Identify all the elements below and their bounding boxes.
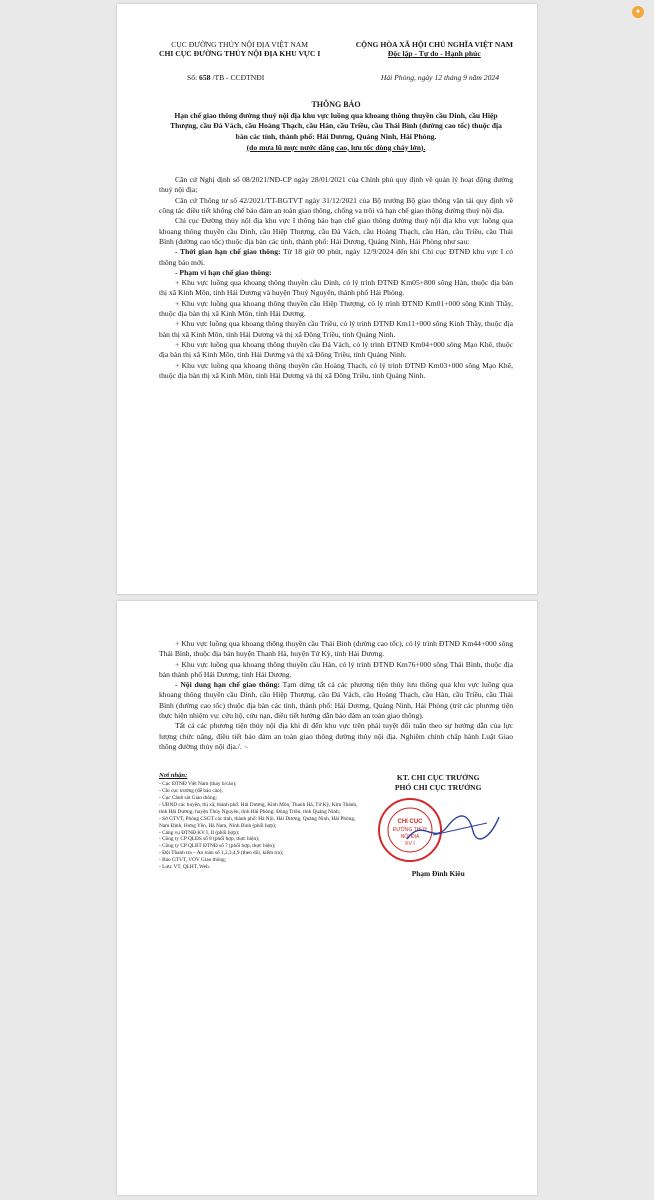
recipient-item: - Cục Cảnh sát Giao thông; <box>159 794 217 801</box>
recipient-item: - Báo GTVT, VOV Giao thông; <box>159 857 227 864</box>
document-number: Số: 658 /TB - CCĐTNĐI <box>187 72 265 82</box>
scope-item: + Khu vực luồng qua khoang thông thuyền cầu Hiệp Thượng, có lý trình ĐTNĐ Km01+000 sông Kinh Thầy, thuộc địa bàn thị xã Kinh Môn, tỉnh Hải Dương. <box>159 298 513 319</box>
svg-text:ĐƯỜNG THỦY: ĐƯỜNG THỦY <box>393 827 428 834</box>
recipient-item: - Lưu: VT, QLHT, Web. <box>159 864 211 871</box>
recipient-item: - Chi cục trưởng (để báo cáo); <box>159 788 223 795</box>
legal-basis-1: Căn cứ Nghị định số 08/2021/NĐ-CP ngày 28/01/2021 của Chính phủ quy định về quản lý hoạt động đường thuỷ nội địa; <box>159 175 513 195</box>
document-subject: Hạn chế giao thông đường thuỷ nội địa khu vực luồng qua khoang thông thuyền cầu Dinh, cầu Hiệp Thượng, cầu Đá Vách, cầu Hoàng Thạch, cầu Hàn, cầu Triều, cầu Thái Bình (đường cao tốc) thuộc địa bàn các tỉnh, thành phố: Hải Dương, Quảng Ninh, Hải Phòng. (do mưa lũ mực nước dâng cao, lưu tốc dòng chảy lớn). <box>170 110 502 152</box>
document-page-1 <box>117 4 537 594</box>
nation-name: CỘNG HÒA XÃ HỘI CHỦ NGHĨA VIỆT NAM <box>355 40 513 49</box>
scope-item: + Khu vực luồng qua khoang thông thuyền cầu Dinh, có lý trình ĐTNĐ Km05+800 sông Hàn, thuộc địa bàn thị xã Kinh Môn, tỉnh Hải Dương và huyện Thuỷ Nguyên, thành phố Hải Phòng. <box>159 278 513 298</box>
place-date: Hải Phòng, ngày 12 tháng 9 năm 2024 <box>380 72 499 82</box>
document-title: THÔNG BÁO <box>311 99 361 109</box>
svg-text:NỘI ĐỊA: NỘI ĐỊA <box>401 834 420 841</box>
restriction-scope-label: - Phạm vi hạn chế giao thông: <box>175 267 272 277</box>
recipient-item: - UBND các huyện, thị xã, thành phố: Hải Dương, Kinh Môn, Thanh Hà, Tứ Kỳ, Kim Thành, tỉnh Hải Dương; huyện Thủy Nguyên, tỉnh Hải Phòng; Đông Triều, tỉnh Quảng Ninh; <box>159 801 358 815</box>
subject-reason: (do mưa lũ mực nước dâng cao, lưu tốc dòng chảy lớn). <box>246 142 426 152</box>
closing-paragraph: Tất cả các phương tiện thủy nội địa khi đi đến khu vực trên phải tuyệt đối tuân theo sự hướng dẫn của lực lượng chức năng, điều tiết bảo đảm an toàn giao thông đường thủy nội địa. Nghiêm chỉnh chấp hành Luật Giao thông đường thủy nội địa./. ~ <box>159 721 513 751</box>
document-footer <box>159 772 513 879</box>
scope-item: + Khu vực luồng qua khoang thông thuyền cầu Triều, có lý trình ĐTNĐ Km11+000 sông Kinh Thầy, thuộc địa bàn thị xã Kinh Môn, tỉnh Hải Dương và thị xã Đông Triều, tỉnh Quảng Ninh. <box>159 319 513 339</box>
nation-motto: Độc lập - Tự do - Hạnh phúc <box>387 49 481 59</box>
recipient-item: - Đội Thanh tra – An toàn số 1,2,3,4,9 (theo dõi, kiểm tra); <box>159 850 284 857</box>
recipients-title: Nơi nhận: <box>159 772 188 780</box>
recipient-item: - Công ty CP QLBT ĐTNĐ số 7 (phối hợp, thực hiện); <box>159 843 276 850</box>
number-value: 658 <box>199 72 211 82</box>
signer-name: Phạm Đình Kiêu <box>411 869 465 879</box>
recipient-item: - Cảng vụ ĐTNĐ KV I, II (phối hợp); <box>159 829 240 836</box>
recipient-item: - Cục ĐTNĐ Việt Nam (thay b/cáo); <box>159 781 237 788</box>
agency-parent: CỤC ĐƯỜNG THỦY NỘI ĐỊA VIỆT NAM <box>171 40 309 49</box>
signer-title: PHÓ CHI CỤC TRƯỞNG <box>394 782 482 792</box>
notification-badge-icon[interactable]: ✦ <box>632 6 644 18</box>
initial-mark-icon: ~ <box>243 743 249 751</box>
svg-text:CHI CỤC: CHI CỤC <box>397 819 423 826</box>
document-meta <box>159 73 513 82</box>
svg-text:KV I: KV I <box>405 841 416 848</box>
signer-authority: KT. CHI CỤC TRƯỞNG <box>396 773 480 783</box>
recipients-list <box>159 773 363 871</box>
restriction-time: - Thời gian hạn chế giao thông: Từ 18 giờ 00 phút, ngày 12/9/2024 đến khi Chi cục ĐTNĐ khu vực I có thông báo mới. <box>159 247 513 267</box>
document-header <box>159 40 513 59</box>
scope-item: + Khu vực luồng qua khoang thông thuyền cầu Đá Vách, có lý trình ĐTNĐ Km04+000 sông Mạo Khê, thuộc địa bàn thị xã Kinh Môn, tỉnh Hải Dương và thị xã Đông Triều, tỉnh Quảng Ninh. <box>159 339 513 360</box>
document-page-2 <box>117 601 537 1195</box>
document-body-continued <box>159 639 513 753</box>
announcement-intro: Chi cục Đường thủy nội địa khu vực I thông báo hạn chế giao thông đường thuỷ nội địa khu vực luồng qua khoang thông thuyền cầu Dinh, cầu Hiệp Thượng, cầu Đá Vách, cầu Hoàng Thạch, cầu Hàn, cầu Triều, cầu Thái Bình (đường cao tốc) thuộc địa bàn các tỉnh, thành phố: Hải Dương, Quảng Ninh, Hải Phòng như sau: <box>159 216 513 246</box>
restriction-content: - Nội dung hạn chế giao thông: Tạm dừng tất cả các phương tiện thủy lưu thông qua khu vực luồng qua khoang thông thuyền cầu Dinh, cầu Hiệp Thượng, cầu Đá Vách, cầu Hoàng Thạch, cầu Hàn, cầu Triều, cầu Thái Bình (đường cao tốc) thuộc địa bàn các tỉnh, thành phố: Hải Dương, Quảng Ninh, Hải Phòng (trừ các phương tiện thực hiện nhiệm vụ: cứu hộ, cứu nạn, điều tiết hướng dẫn bảo đảm an toàn giao thông). <box>159 680 513 721</box>
recipient-item: - Công ty CP QLĐS số 8 (phối hợp, thực hiện); <box>159 836 260 843</box>
legal-basis-2: Căn cứ Thông tư số 42/2021/TT-BGTVT ngày 31/12/2021 của Bộ trưởng Bộ giao thông vận tải quy định về công tác điều tiết khống chế bảo đảm an toàn giao thông, chống va trôi và hạn chế giao thông đường thuỷ nội địa. <box>159 195 513 216</box>
agency-block <box>159 40 320 59</box>
agency-name: CHI CỤC ĐƯỜNG THỦY NỘI ĐỊA KHU VỰC I <box>159 49 321 59</box>
scope-item: + Khu vực luồng qua khoang thông thuyền cầu Hàn, có lý trình ĐTNĐ Km76+000 sông Thái Bình, thuộc địa bàn thành phố Hải Dương, tỉnh Hải Dương. <box>159 659 513 679</box>
signature-icon <box>403 809 503 849</box>
nation-block <box>356 40 513 59</box>
document-body <box>159 175 513 381</box>
scope-item: + Khu vực luồng qua khoang thông thuyền cầu Thái Bình (đường cao tốc), có lý trình ĐTNĐ Km44+000 sông Thái Bình, thuộc địa bàn huyện Thanh Hà, huyện Tứ Kỳ, tỉnh Hải Dương. <box>159 639 513 659</box>
recipient-item: - Sở GTVT, Phòng CSGT các tỉnh, thành phố: Hà Nội, Hải Dương, Quảng Ninh, Hải Phòng, Nam Định, Hưng Yên, Hà Nam, Ninh Bình (phối hợp); <box>159 815 356 829</box>
scope-item: + Khu vực luồng qua khoang thông thuyền cầu Hoàng Thạch, có lý trình ĐTNĐ Km03+000 sông Mạo Khê, thuộc địa bàn thị xã Kinh Môn, tỉnh Hải Dương và thị xã Đông Triều, tỉnh Quảng Ninh. <box>159 360 513 380</box>
signature-block <box>363 773 513 879</box>
